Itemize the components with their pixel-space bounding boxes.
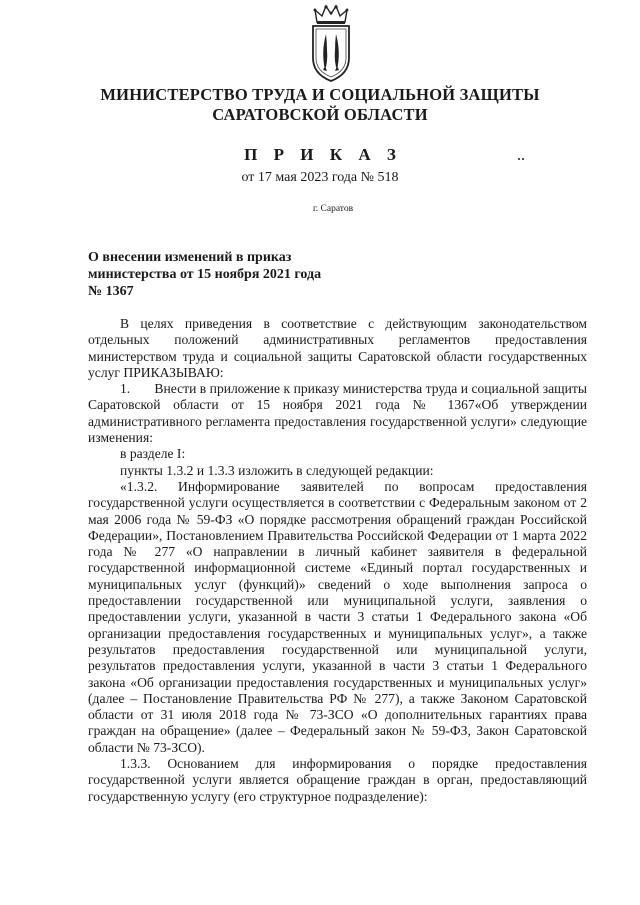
subject-line-3: № 1367 <box>88 284 134 299</box>
body-paragraph-points: пункты 1.3.2 и 1.3.3 изложить в следующей редакции: <box>120 462 434 478</box>
ministry-line-2: САРАТОВСКОЙ ОБЛАСТИ <box>212 105 428 124</box>
body-paragraph-section: в разделе I: <box>120 446 186 462</box>
body-paragraph-1-3-3: 1.3.3. Основанием для информирования о порядке предоставления государственной услуги является обращение граждан в орган, предоставляющий государственную услугу (его структурное подразделение): <box>88 756 587 804</box>
order-subject <box>88 249 388 300</box>
ministry-name <box>0 85 640 125</box>
body-paragraph-1-3-2: «1.3.2. Информирование заявителей по вопросам предоставления государственной услуги осуществляется в соответствии с Федеральным законом от 2 мая 2006 года № 59-ФЗ «О порядке рассмотрения обращений граждан Российской Федерации», Постановлением Правительства Российской Федерации от 1 марта 2022 года № 277 «О направлении в личный кабинет заявителя в федеральной государственной информационной системе «Единый портал государственных и муниципальных услуг (функций)» сведений о ходе выполнения запроса о предоставлении государственной или муниципальной услуги, заявления о предоставлении услуги, указанной в части 3 статьи 1 Федерального закона «Об организации предоставления государственных и муниципальных услуг», а также результатов предоставления государственной или муниципальной услуги, результатов предоставления услуги, указанной в части 3 статьи 1 Федерального закона «Об организации предоставления государственных и муниципальных услуг» (далее – Постановление Правительства РФ № 277), а также Законом Саратовской области от 31 июля 2018 года № 73-ЗСО «О дополнительных гарантиях права граждан на обращение» (далее – Федеральный закон № 59-ФЗ, Закон Саратовской области № 73-ЗСО). <box>88 478 587 755</box>
subject-line-2: министерства от 15 ноября 2021 года <box>88 267 322 282</box>
subject-line-1: О внесении изменений в приказ <box>88 250 292 265</box>
order-date-number: от 17 мая 2023 года № 518 <box>241 170 399 185</box>
body-paragraph-preamble: В целях приведения в соответствие с действующим законодательством отдельных положений административных регламентов предоставления министерством труда и социальной защиты Саратовской области государственных услуг ПРИКАЗЫВАЮ: <box>88 316 587 380</box>
ministry-line-1: МИНИСТЕРСТВО ТРУДА И СОЦИАЛЬНОЙ ЗАЩИТЫ <box>100 85 540 104</box>
saratov-coat-of-arms-icon <box>305 4 357 84</box>
order-city: г. Саратов <box>312 204 354 214</box>
order-body <box>88 316 587 805</box>
document-title: П Р И К А З <box>244 145 402 164</box>
body-paragraph-item-1: 1. Внести в приложение к приказу министерства труда и социальной защиты Саратовской области от 15 ноября 2021 года № 1367«Об утверждении административного регламента предоставления государственной услуги» следующие изменения: <box>88 381 587 446</box>
